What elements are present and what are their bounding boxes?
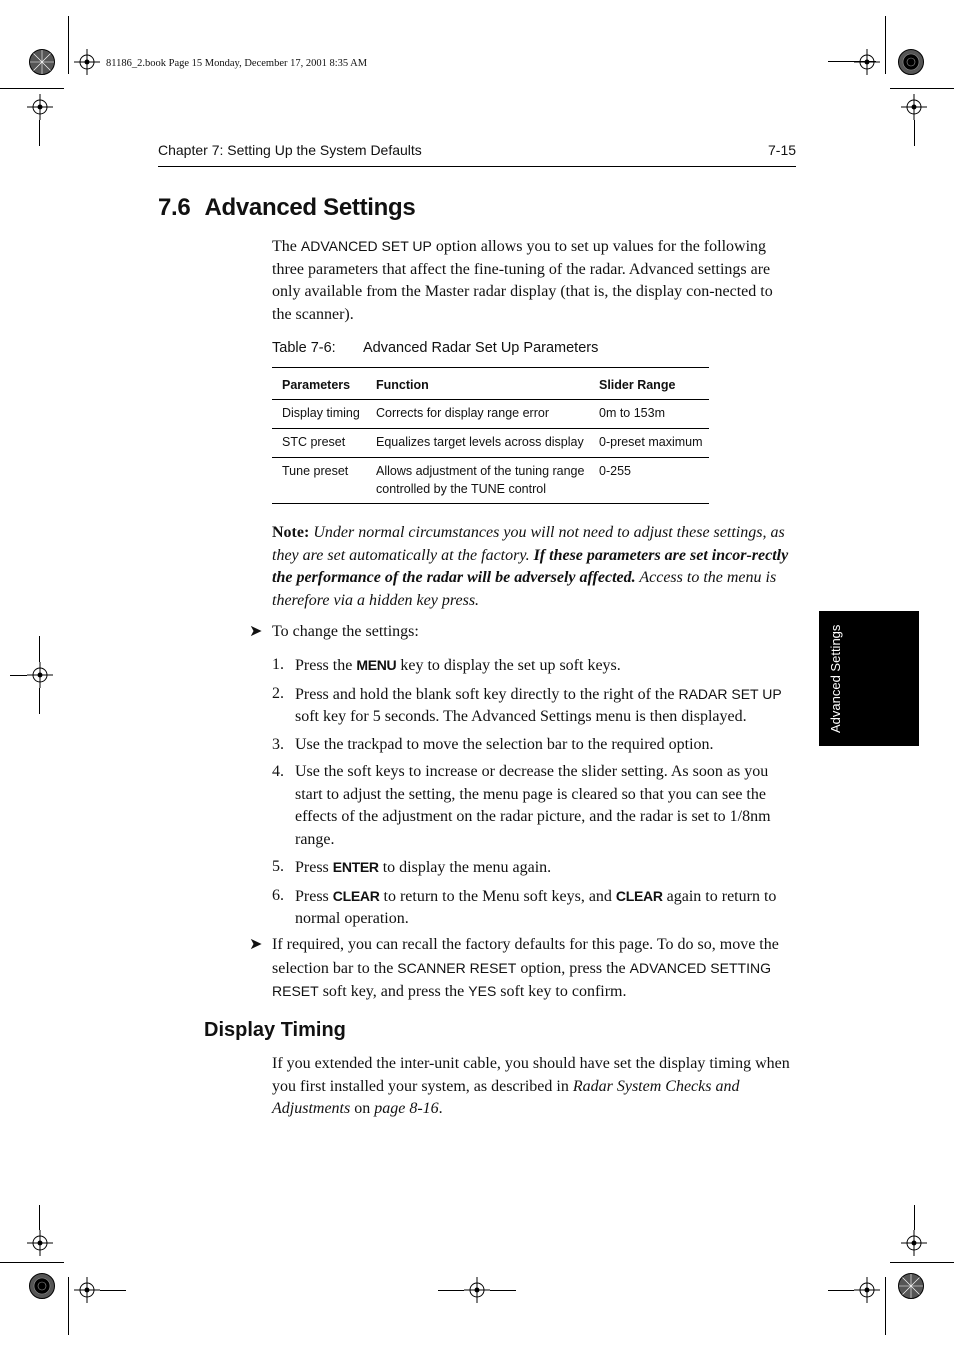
crop-line <box>0 1262 64 1263</box>
crosshair-mark-icon <box>854 49 880 75</box>
section-heading <box>158 194 415 222</box>
step-number: 6. <box>272 886 284 904</box>
step-item <box>272 761 796 851</box>
cross-reference-link[interactable]: Radar System Checks and Adjustments <box>272 1077 740 1117</box>
step-text: to return to the Menu soft keys, and <box>379 887 616 905</box>
soft-key-name: YES <box>468 983 497 999</box>
crop-line <box>890 88 954 89</box>
table-header-row <box>272 367 709 399</box>
crosshair-mark-icon <box>901 1230 927 1256</box>
registration-target-icon <box>28 1272 56 1300</box>
menu-option-keyword: SCANNER RESET <box>397 959 517 976</box>
crop-line <box>39 688 40 714</box>
step-text: to display the menu again. <box>378 859 552 876</box>
step-item <box>272 654 796 678</box>
registration-target-icon <box>28 48 56 76</box>
table-cell: Tune preset <box>282 464 349 478</box>
crop-line <box>68 16 69 74</box>
paragraph-text: option, press the <box>516 959 630 977</box>
crop-line <box>100 1290 126 1291</box>
arrow-bullet-icon: ➤ <box>249 936 263 953</box>
step-number: 3. <box>272 735 284 753</box>
crop-line <box>39 636 40 662</box>
table-cell: Corrects for display range error <box>376 406 549 420</box>
thumb-tab-label: Advanced Settings <box>828 624 843 733</box>
step-text: Press <box>295 859 333 876</box>
step-item <box>272 683 796 729</box>
menu-option-keyword: ADVANCED SET UP <box>300 238 432 254</box>
subsection-heading: Display Timing <box>204 1019 346 1041</box>
display-timing-paragraph <box>272 1053 794 1121</box>
step-number: 2. <box>272 684 284 702</box>
section-title: Advanced Settings <box>204 194 416 221</box>
page-reference-link[interactable]: page 8-16 <box>374 1100 439 1117</box>
paragraph-text: . <box>438 1100 443 1117</box>
crop-line <box>828 61 876 62</box>
paragraph-text: If required, you can recall the factory defaults for this page. To do so, move the selection bar to the <box>272 936 779 977</box>
factory-defaults-paragraph <box>272 934 796 1004</box>
table-header-cell: Slider Range <box>599 378 676 392</box>
table-cell: 0m to 153m <box>599 406 666 420</box>
table-row <box>272 399 709 428</box>
crop-line <box>885 1277 886 1335</box>
print-slug: 81186_2.book Page 15 Monday, December 17, 2001 8:35 AM <box>106 58 368 69</box>
crop-line <box>68 1277 69 1335</box>
step-text: soft key for 5 seconds. The Advanced Settings menu is then displayed. <box>295 708 747 725</box>
table-cell: Allows adjustment of the tuning range controlled by the TUNE control <box>376 464 585 496</box>
table-cell: Display timing <box>282 406 360 420</box>
intro-paragraph <box>272 235 794 326</box>
note-label: Note: <box>272 524 310 541</box>
crosshair-mark-icon <box>854 1277 880 1303</box>
header-rule <box>158 166 796 167</box>
key-name: MENU <box>356 657 397 673</box>
crosshair-mark-icon <box>464 1277 490 1303</box>
step-number: 5. <box>272 858 284 875</box>
note-text: Under normal circumstances you will not need to adjust these settings, as they are set automatically at the factory. <box>272 524 785 564</box>
intro-text: option allows you to set up values for the following three parameters that affect the fine-tuning of the radar. Advanced settings are only available from the Master radar display (that is, the display con-nected to the scanner). <box>272 238 773 323</box>
crop-line <box>39 1205 40 1230</box>
note-text: Access to the menu is therefore via a hidden key press. <box>272 569 777 609</box>
step-number: 1. <box>272 656 284 673</box>
table-cell: STC preset <box>282 435 346 449</box>
table-header-cell: Parameters <box>282 378 351 392</box>
paragraph-text: soft key, and press the <box>318 983 469 1000</box>
note-paragraph <box>272 522 794 612</box>
crop-line <box>490 1290 516 1291</box>
running-header: Chapter 7: Setting Up the System Defaults <box>158 142 422 158</box>
registration-target-icon <box>897 1272 925 1300</box>
crosshair-mark-icon <box>27 94 53 120</box>
page-number: 7-15 <box>768 142 797 158</box>
table-cell: 0-preset maximum <box>599 435 703 449</box>
step-text: key to display the set up soft keys. <box>396 657 621 674</box>
table-cell: Equalizes target levels across display <box>376 435 584 449</box>
crosshair-mark-icon <box>901 94 927 120</box>
crop-line <box>914 1205 915 1230</box>
step-text: Use the trackpad to move the selection bar to the required option. <box>295 735 714 753</box>
crop-line <box>10 675 27 676</box>
step-item <box>272 734 796 757</box>
crop-line <box>828 1290 854 1291</box>
crop-line <box>890 1262 954 1263</box>
key-name: CLEAR <box>332 887 380 904</box>
crop-line <box>0 88 64 89</box>
paragraph-text: on <box>350 1100 375 1117</box>
table-caption <box>272 340 598 356</box>
step-item <box>272 885 796 931</box>
section-number: 7.6 <box>158 194 191 221</box>
soft-key-name: ADVANCED SETTING RESET <box>272 959 771 999</box>
key-name: ENTER <box>332 859 379 875</box>
procedure-steps <box>272 654 796 936</box>
step-text: Press <box>295 887 333 905</box>
paragraph-text: If you extended the inter-unit cable, you should have set the display timing when you first installed your system, as described in <box>272 1055 790 1095</box>
table-caption-title: Advanced Radar Set Up Parameters <box>363 340 599 356</box>
table-cell: 0-255 <box>599 464 631 478</box>
crop-line <box>914 120 915 146</box>
procedure-intro: To change the settings: <box>272 623 419 640</box>
crosshair-mark-icon <box>27 662 53 688</box>
soft-key-name: RADAR SET UP <box>678 685 782 702</box>
step-text: again to return to normal operation. <box>295 887 777 927</box>
crop-line <box>885 16 886 74</box>
crosshair-mark-icon <box>27 1230 53 1256</box>
step-number: 4. <box>272 763 284 780</box>
crosshair-mark-icon <box>74 49 100 75</box>
registration-target-icon <box>897 48 925 76</box>
step-text: Press the <box>295 657 357 674</box>
note-warning: If these parameters are set incor-rectly the performance of the radar will be adversely affected. <box>272 546 789 586</box>
table-row <box>272 457 709 504</box>
intro-text: The <box>272 238 301 255</box>
paragraph-text: soft key to confirm. <box>496 983 627 1000</box>
parameters-table <box>272 367 709 504</box>
arrow-bullet-icon: ➤ <box>249 623 263 640</box>
step-text: Use the soft keys to increase or decrease the slider setting. As soon as you start to adjust the setting, the menu page is cleared so that you can see the effects of the adjustment on the radar picture, and the radar is set to 1/8nm range. <box>295 763 771 848</box>
crop-line <box>438 1290 464 1291</box>
step-text: Press and hold the blank soft key directly to the right of the <box>295 685 679 703</box>
table-caption-label: Table 7-6: <box>272 340 336 356</box>
crosshair-mark-icon <box>74 1277 100 1303</box>
table-row <box>272 428 709 457</box>
crop-line <box>39 120 40 146</box>
table-header-cell: Function <box>376 378 429 392</box>
key-name: CLEAR <box>615 887 663 904</box>
step-item <box>272 856 796 880</box>
